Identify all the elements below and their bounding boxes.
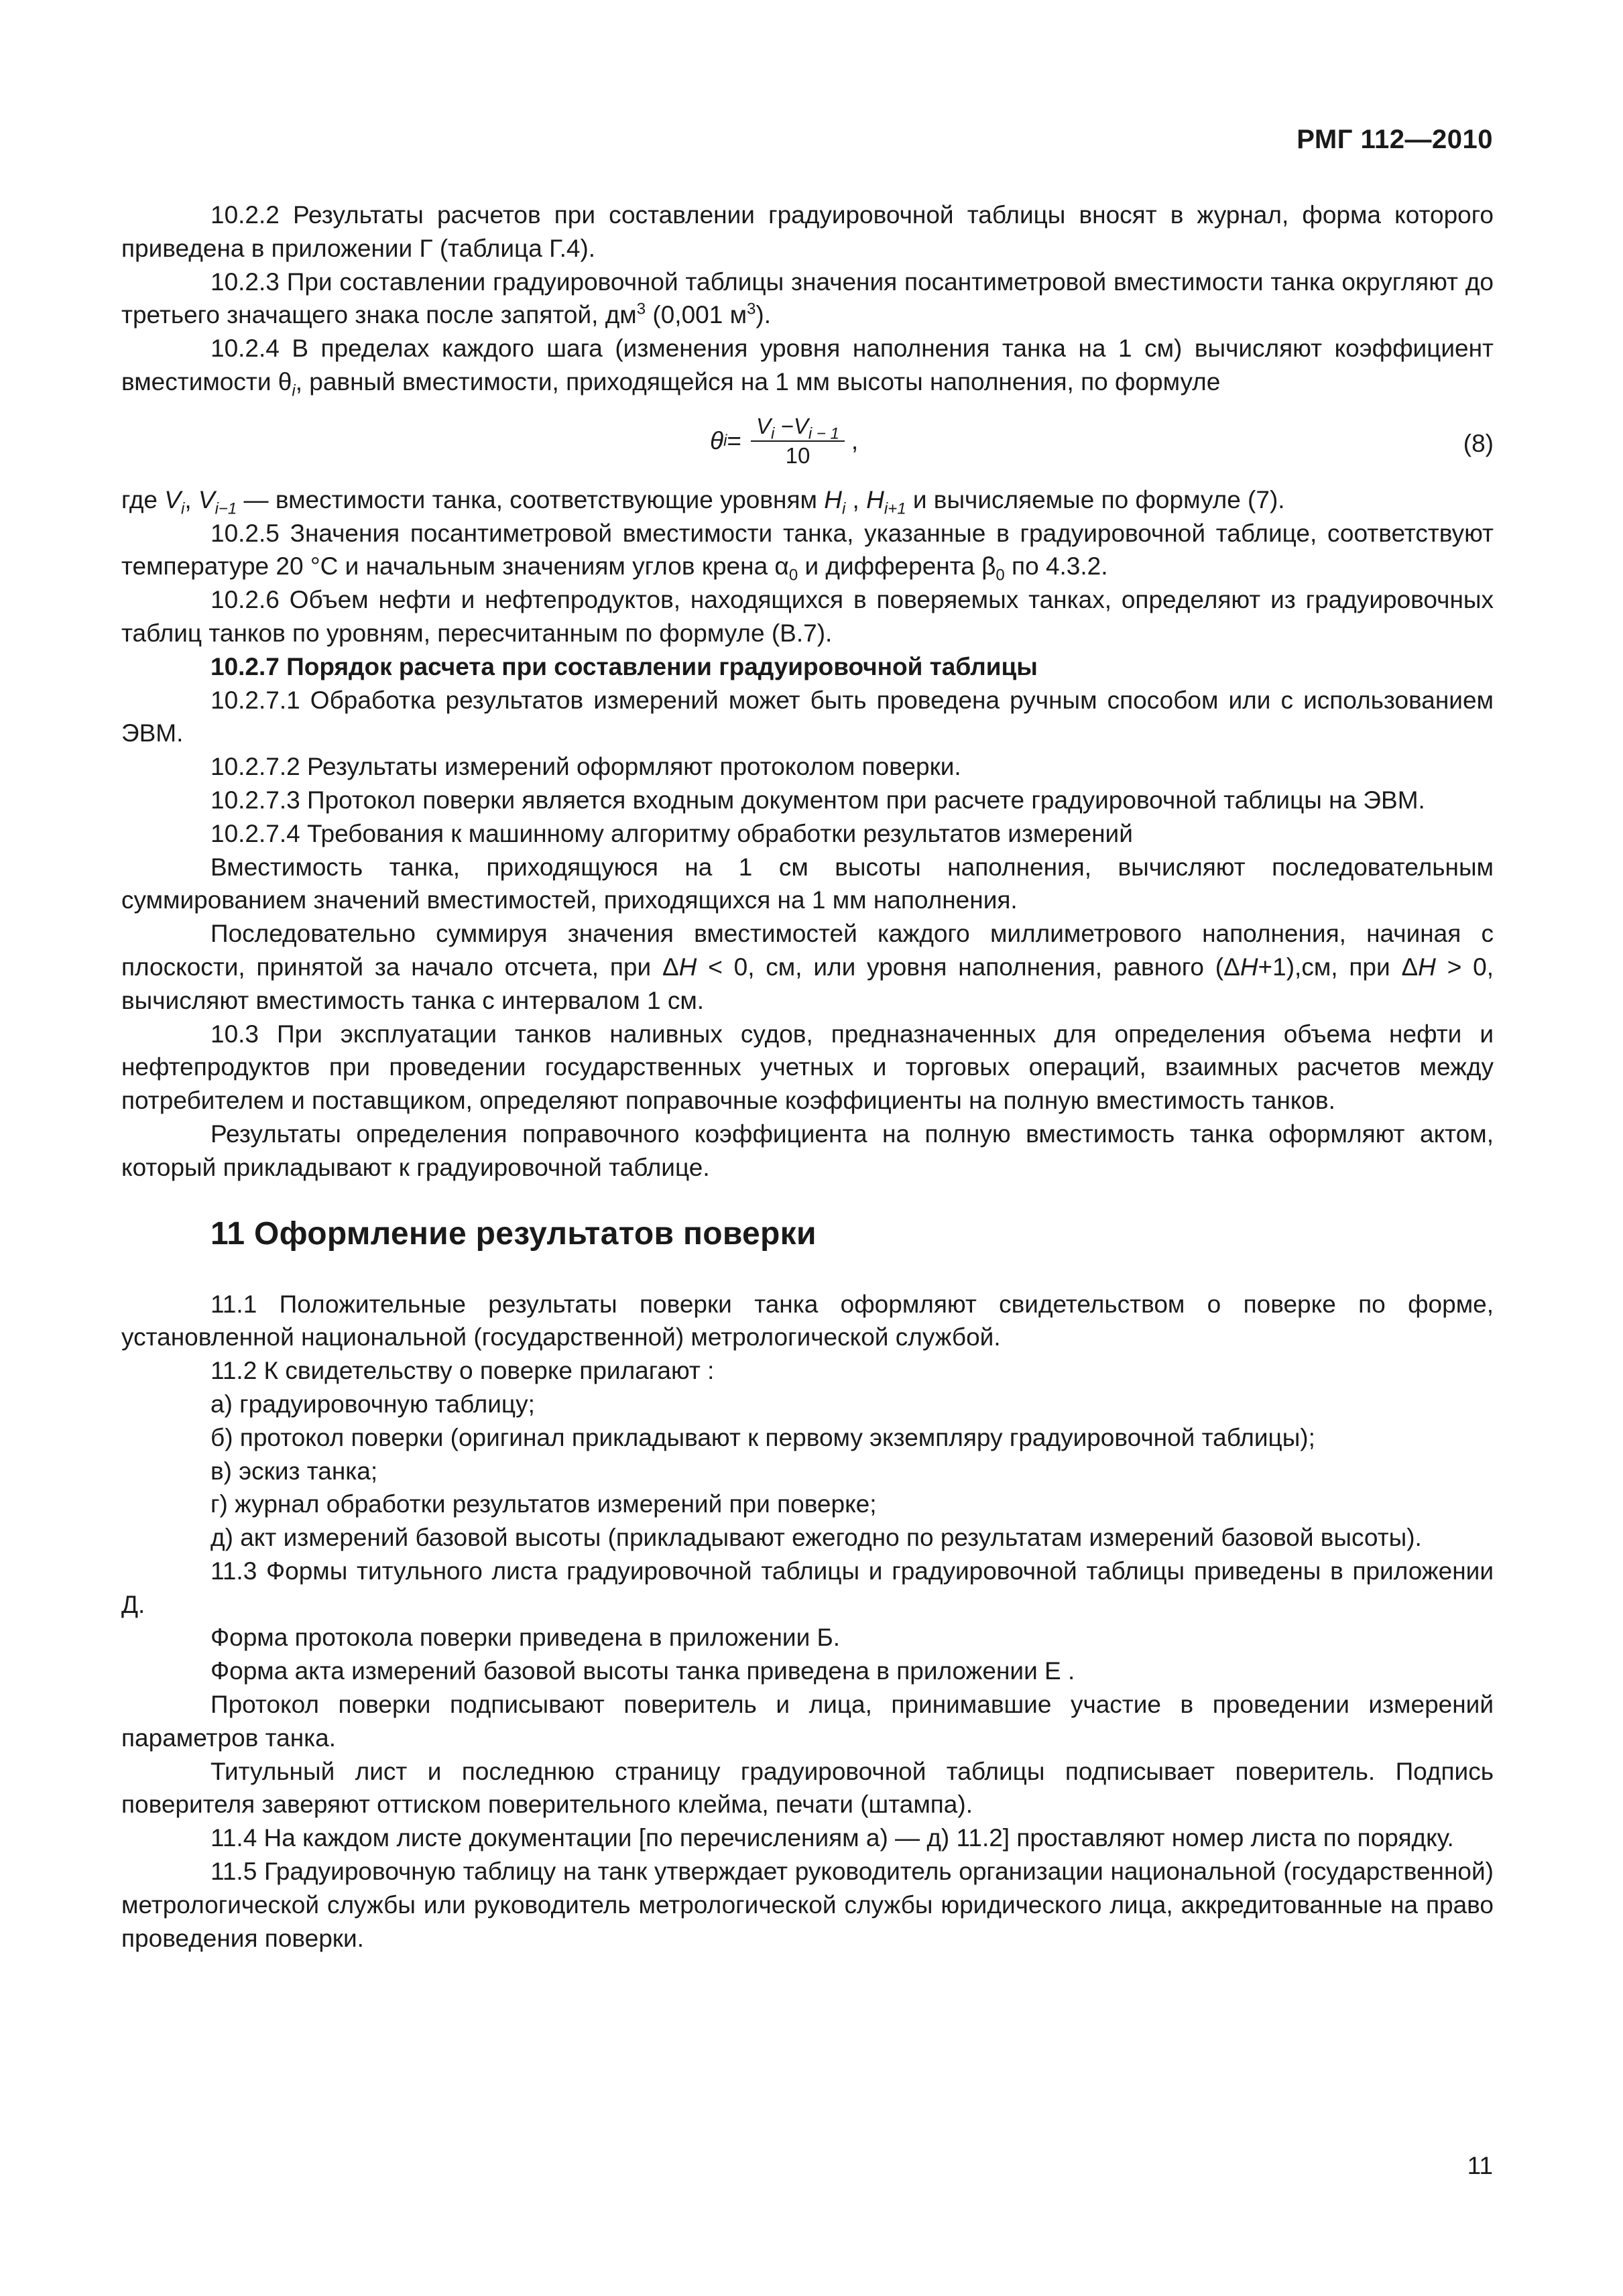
paragraph-capacity: Вместимость танка, приходящуюся на 1 см высоты наполнения, вычисляют последовательным суммированием значений вместимостей, приходящихся на 1 мм наполнения.	[121, 853, 1494, 914]
formula-8	[121, 407, 1494, 481]
formula-expression: θ i = $\frac{V_i -V_{i - 1}}{10}$ ,	[710, 412, 858, 470]
paragraph-title-sheet: Титульный лист и последнюю страницу градуировочной таблицы подписывает поверитель. Подпись поверителя заверяют оттиском поверительного клейма, печати (штампа).	[121, 1757, 1494, 1819]
paragraph-correction-results: Результаты определения поправочного коэффициента на полную вместимость танка оформляют актом, который прикладывают к градуировочной таблице.	[121, 1120, 1494, 1181]
paragraph-protocol-signed: Протокол поверки подписывают поверитель и лица, принимавшие участие в проведении измерений параметров танка.	[121, 1691, 1494, 1752]
clause-10-3: 10.3 При эксплуатации танков наливных судов, предназначенных для определения объема нефти и нефтепродуктов при проведении государственных учетных и торговых операций, взаимных расчетов между потребителем и поставщиком, определяют поправочные коэффициенты на полную вместимость танков.	[121, 1020, 1494, 1115]
paragraph-protocol-form: Форма протокола поверки приведена в приложении Б.	[211, 1624, 841, 1652]
formula-fraction	[751, 412, 845, 470]
document-code-header: РМГ 112—2010	[1297, 125, 1493, 154]
clause-10-2-5: 10.2.5 Значения посантиметровой вместимости танка, указанные в градуировочной таблице, соответствуют температуре 20 °С и начальным значениям углов крена $\alpha_0$ и дифферента $\beta_0$ по 4.3.2.	[121, 519, 1494, 585]
clause-11-2: 11.2 К свидетельству о поверке прилагают :	[211, 1357, 715, 1385]
page-number: 11	[1467, 2152, 1493, 2179]
clause-10-2-7-2: 10.2.7.2 Результаты измерений оформляют протоколом поверки.	[211, 753, 961, 781]
clause-11-4: 11.4 На каждом листе документации [по перечислениям а) — д) 11.2] проставляют номер листа по порядку.	[211, 1824, 1454, 1852]
clause-10-2-2: 10.2.2 Результаты расчетов при составлении градуировочной таблицы вносят в журнал, форма которого приведена в приложении Г (таблица Г.4).	[121, 201, 1494, 262]
page-body	[121, 198, 1494, 1955]
clause-10-2-7-4: 10.2.7.4 Требования к машинному алгоритму обработки результатов измерений	[211, 819, 1133, 847]
formula-numerator: $V_i -V_{i - 1}$	[751, 412, 845, 442]
paragraph-sequential-sum: Последовательно суммируя значения вместимостей каждого миллиметрового наполнения, начиная с плоскости, принятой за начало отсчета, при ΔH < 0, см, или уровня наполнения, равного (ΔH+1),см, при ΔH > 0, вычисляют вместимость танка с интервалом 1 см.	[121, 920, 1494, 1014]
clause-11-3: 11.3 Формы титульного листа градуировочной таблицы и градуировочной таблицы приведены в приложении Д.	[121, 1557, 1494, 1618]
paragraph-act-form: Форма акта измерений базовой высоты танка приведена в приложении Е .	[211, 1657, 1075, 1685]
section-11-title: 11 Оформление результатов поверки	[211, 1215, 817, 1252]
formula-denominator: 10	[785, 442, 810, 468]
clause-11-5: 11.5 Градуировочную таблицу на танк утверждает руководитель организации национальной (государственной) метрологической службы или руководитель метрологической службы юридического лица, аккредитованные на право проведения поверки.	[121, 1858, 1494, 1952]
clause-10-2-7-3: 10.2.7.3 Протокол поверки является входным документом при расчете градуировочной таблицы на ЭВМ.	[211, 786, 1425, 814]
clause-10-2-6: 10.2.6 Объем нефти и нефтепродуктов, находящихся в поверяемых танках, определяют из градуировочных таблиц танков по уровням, пересчитанным по формуле (В.7).	[121, 586, 1494, 647]
clause-10-2-7-heading: 10.2.7 Порядок расчета при составлении градуировочной таблицы	[211, 652, 1038, 680]
list-item-d: д) акт измерений базовой высоты (прикладывают ежегодно по результатам измерений базовой высоты).	[211, 1524, 1422, 1552]
list-item-a: а) градуировочную таблицу;	[211, 1390, 535, 1418]
list-item-b: б) протокол поверки (оригинал прикладывают к первому экземпляру градуировочной таблицы);	[211, 1423, 1315, 1451]
list-item-g: г) журнал обработки результатов измерений при поверке;	[211, 1490, 877, 1518]
clause-10-2-3: 10.2.3 При составлении градуировочной таблицы значения посантиметровой вместимости танка округляют до третьего значащего знака после запятой, $дм^3$ (0,001 $м^3$).	[121, 267, 1494, 329]
clause-10-2-4: 10.2.4 В пределах каждого шага (изменения уровня наполнения танка на 1 см) вычисляют коэффициент вместимости $\theta_i$, равный вместимости, приходящейся на 1 мм высоты наполнения, по формуле	[121, 335, 1494, 400]
clause-10-2-7-1: 10.2.7.1 Обработка результатов измерений может быть проведена ручным способом или с использованием ЭВМ.	[121, 686, 1494, 747]
formula-number: (8)	[1463, 429, 1494, 457]
clause-11-1: 11.1 Положительные результаты поверки танка оформляют свидетельством о поверке по форме, установленной национальной (государственной) метрологической службой.	[121, 1290, 1494, 1351]
formula-where-clause: где $V_i$, $V_{i-1}$ — вместимости танка, соответствующие уровням $H_i$ , $H_{i+1}$ и вычисляемые по формуле (7).	[121, 485, 1285, 518]
list-item-v: в) эскиз танка;	[211, 1457, 378, 1485]
